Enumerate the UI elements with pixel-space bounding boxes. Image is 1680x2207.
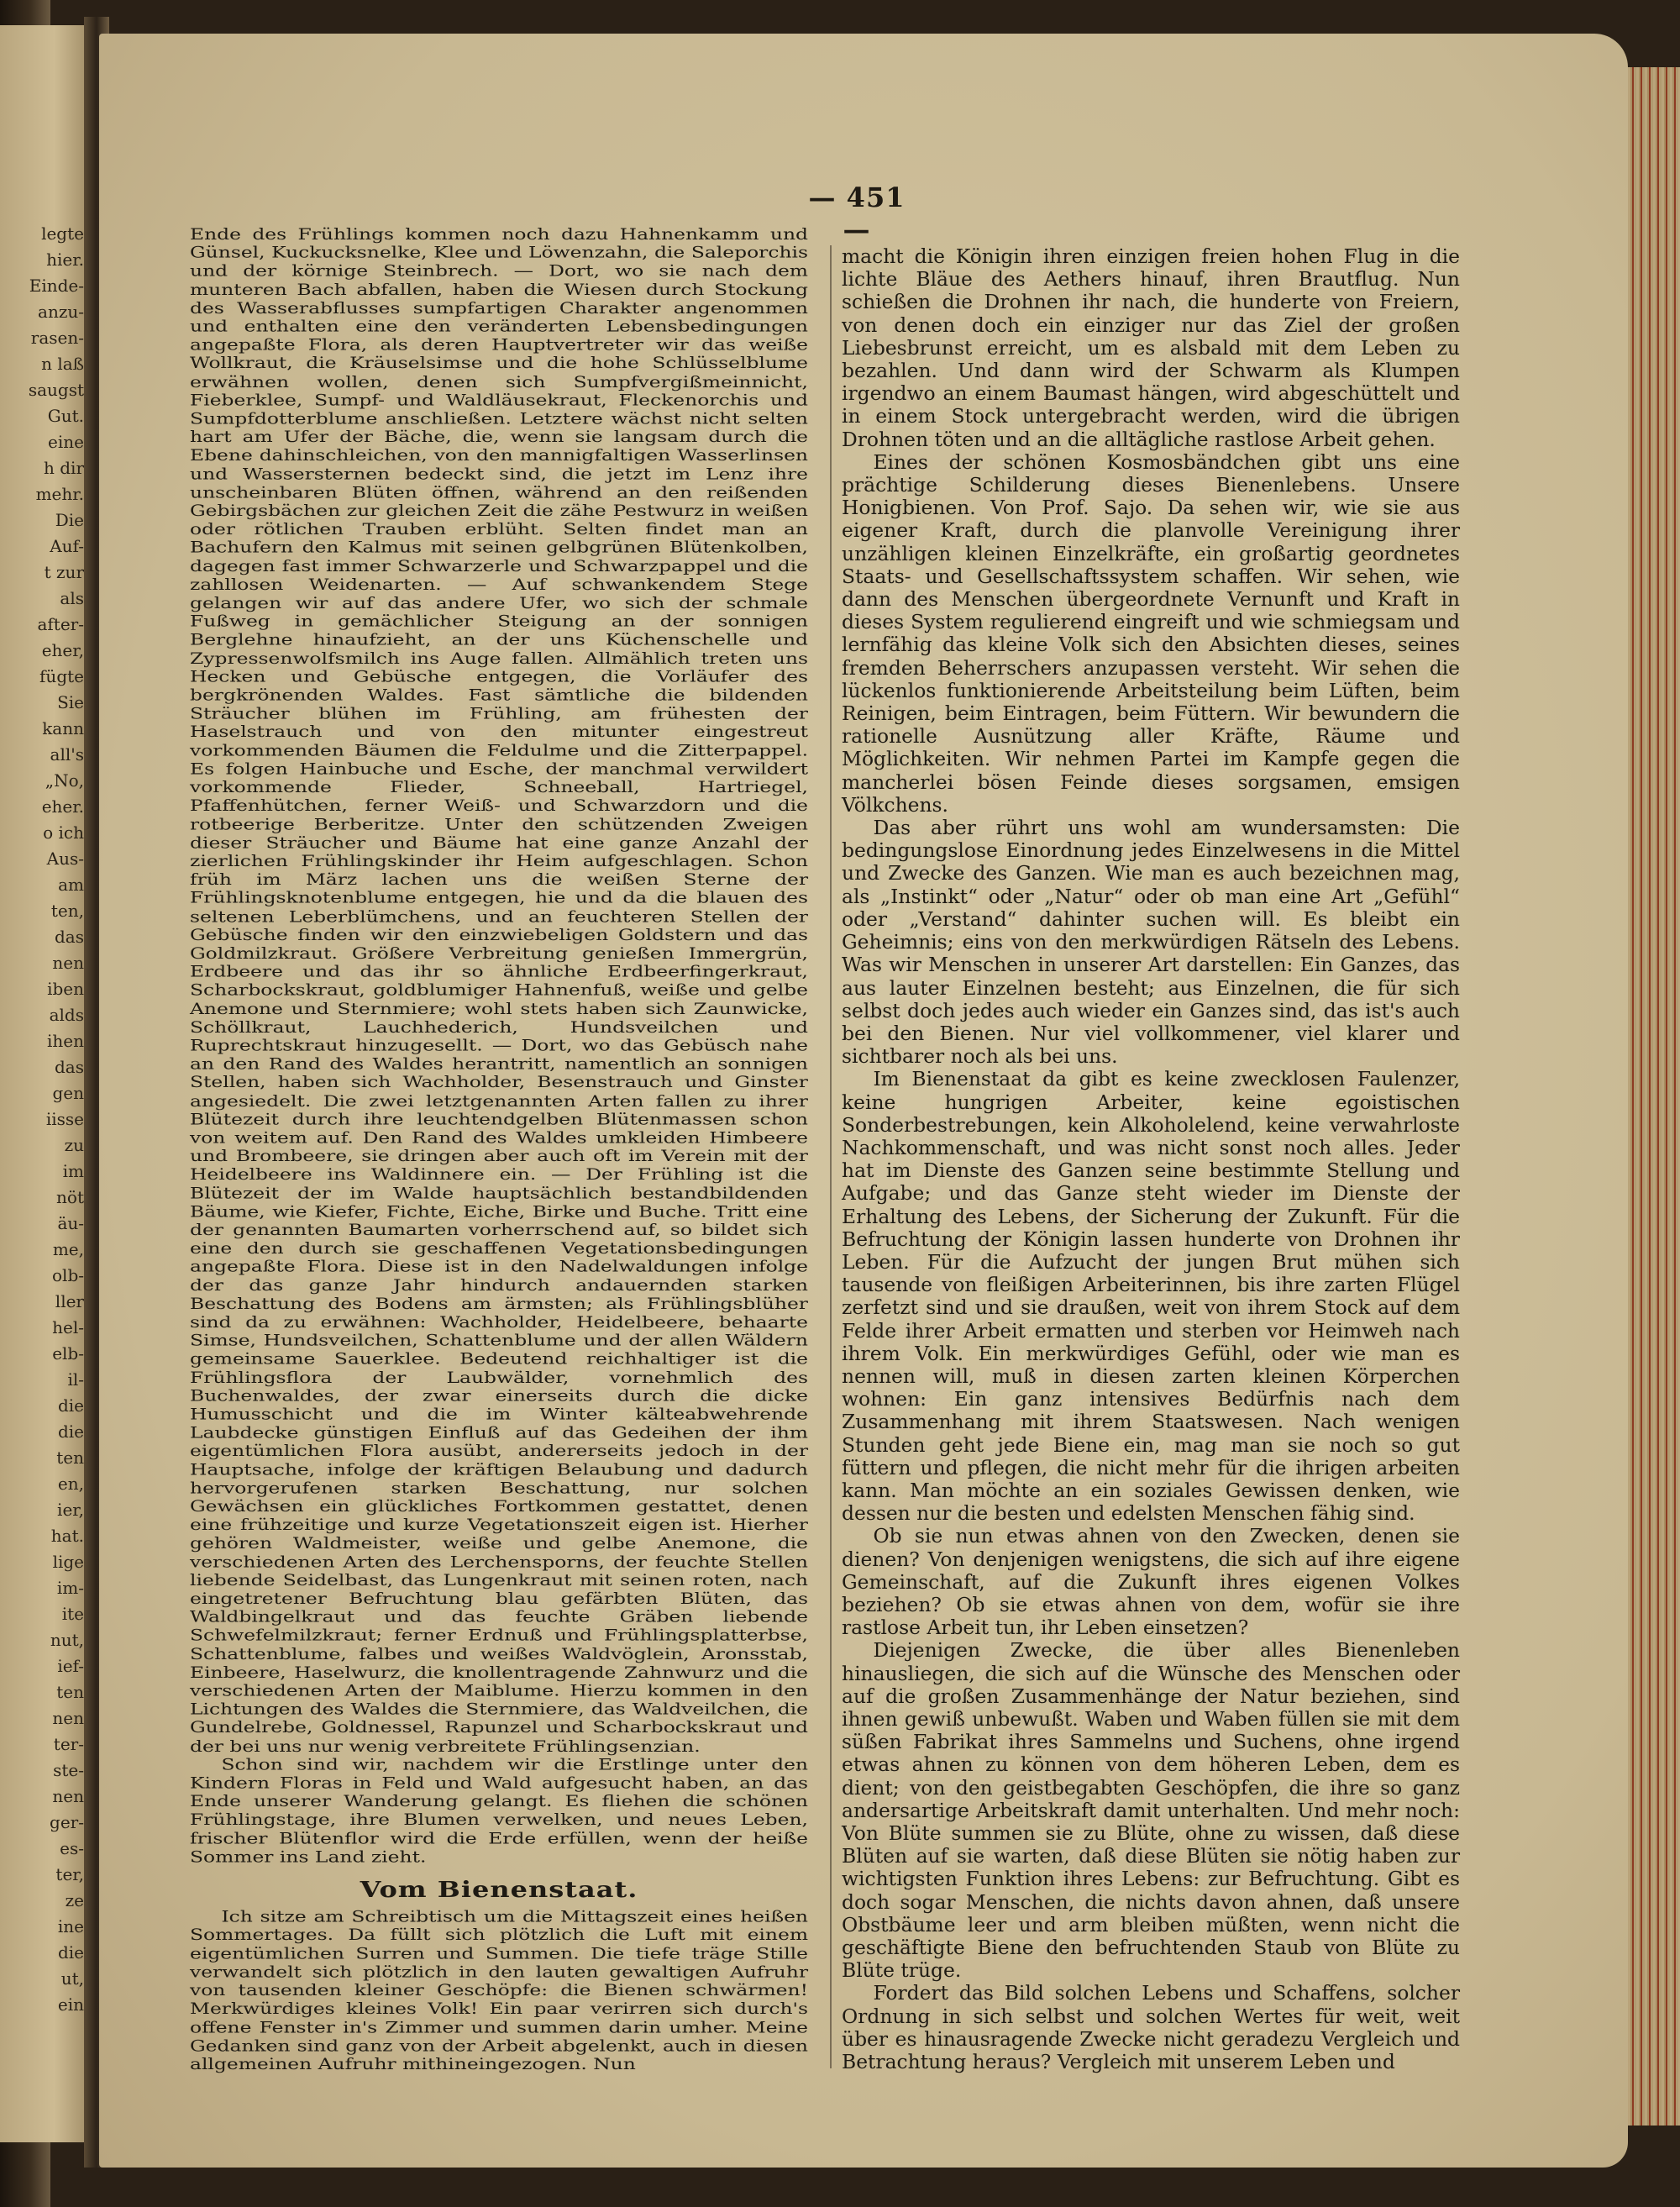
left-page-fragment: ief- [57,1656,84,1676]
left-page-fragment: am [58,875,84,895]
right-paragraph-2: Eines der schönen Kosmosbändchen gibt uns eine prächtige Schilderung dieses Bienenlebens. Unsere Honigbienen. Von Prof. Sajo. Da sehen wir, wie sie aus eigener Kraft, durch die planvolle Vereinigung ihrer unzähligen kleinen Einzelkräfte, ein großartig geordnetes Staats- und Gesellschaftssystem schaffen. Wir sehen, wie dann des Menschen übergeordnete Vernunft und Kraft in dieses System regulierend eingreift und wie schmiegsam und lernfähig das kleine Volk sich den Absichten dieses, seines fremden Beherrschers anzupassen versteht. Wir sehen die lückenlos funktionierende Arbeitsteilung beim Lüften, beim Reinigen, beim Eintragen, beim Füttern. Wir bewundern die rationelle Ausnützung aller Kräfte, Räume und Möglichkeiten. Wir nehmen Partei im Kampfe gegen die mancherlei bösen Feinde dieses sorgsamen, emsigen Völkchens. [842,449,1460,817]
left-page-fragment: ten [56,1448,84,1468]
left-column [190,225,808,2073]
left-page-fragment: iisse [45,1109,84,1129]
left-page-fragment: nen [52,953,84,973]
page-number: — 451 — [808,181,906,245]
left-page-fragment: ller [55,1291,84,1311]
left-page-fragment: iben [47,979,84,999]
right-paragraph-6: Diejenigen Zwecke, die über alles Bienenleben hinausliegen, die sich auf die Wünsche des Menschen oder auf die großen Zusammenhänge der Natur beziehen, sind ihnen gewiß unbewußt. Waben und Waben füllen sie mit dem süßen Fabrikat ihres Sammelns und Suchens, ohne irgend etwas ahnen zu können von dem höheren Leben, dem es dient; von den geistbegabten Geschöpfen, die ihre so ganz andersartige Arbeitskraft damit unterhalten. Und mehr noch: Von Blüte summen sie zu Blüte, ohne zu wissen, daß diese Blüten auf sie warten, daß diese Blüten sie nötig haben zur wichtigsten Funktion ihres Lebens: zur Befruchtung. Gibt es doch sogar Menschen, die nichts davon ahnen, daß unsere Obstbäume leer und arm bleiben müßten, wenn nicht die geschäftigte Biene den befruchtenden Staub von Blüte zu Blüte trüge. [842,1638,1460,1983]
left-page-fragment: anzu- [38,302,84,322]
left-page-fragment: nöt [56,1187,84,1207]
left-page-fragment: eher. [41,796,84,817]
left-page-fragment: n laß [41,354,84,374]
right-paragraph-7: Fordert das Bild solchen Lebens und Schaffens, solcher Ordnung in sich selbst und solchen Wertes für weit, weit über es hinausragende Zwecke nicht geradezu Vergleich und Betrachtung heraus? Vergleich mit unserem Leben und [842,1981,1460,2074]
left-page-fragment: ut, [60,1968,84,1989]
right-paragraph-3: Das aber rührt uns wohl am wundersamsten: Die bedingungslose Einordnung jedes Einzelwesens in die Mittel und Zwecke des Ganzen. Wie man es auch bezeichnen mag, als „Instinkt“ oder „Natur“ oder ob man eine Art „Gefühl“ oder „Verstand“ dahinter suchen will. Es bleibt ein Geheimnis; eins von den merkwürdigen Rätseln des Lebens. Was wir Menschen in unserer Art darstellen: Ein Ganzes, das aus lauter Einzelnen besteht; aus Einzelnen, die für sich selbst doch jedes auch wieder ein Ganzes sind, das ist's auch bei den Bienen. Nur viel vollkommener, viel klarer und sichtbarer noch als bei uns. [842,816,1460,1069]
left-page-fragment: lige [52,1552,84,1572]
left-paragraph-1: Ende des Frühlings kommen noch dazu Hahnenkamm und Günsel, Kuckucksnelke, Klee und Löwenzahn, die Saleporchis und der körnige Steinbrech. — Dort, wo sie nach dem munteren Bach abfallen, haben die Wiesen durch Stockung des Wasserabflusses sumpfartigen Charakter angenommen und enthalten eine den veränderten Lebensbedingungen angepaßte Flora, als deren Hauptvertreter wir das weiße Wollkraut, die Kräuselsimse und die hohe Schlüsselblume erwähnen wollen, denen sich Sumpfvergißmeinnicht, Fieberklee, Sumpf- und Waldläusekraut, Fleckenorchis und Sumpfdotterblume anschließen. Letztere wächst nicht selten hart am Ufer der Bäche, die, wenn sie langsam durch die Ebene dahinschleichen, von den mannigfaltigen Wasserlinsen und Wassersternen bedeckt sind, die jetzt im Lenz ihre unscheinbaren Blüten öffnen, während an den reißenden Gebirgsbächen zur gleichen Zeit die zähe Pestwurz in weißen oder rötlichen Trauben erblüht. Selten findet man an Bachufern den Kalmus mit seinen gelbgrünen Blütenkolben, dagegen fast immer Schwarzerle und Schwarzpappel und die zahllosen Weidenarten. — Auf schwankendem Stege gelangen wir auf das andere Ufer, wo sich der schmale Fußweg in gemächlicher Steigung an der sonnigen Berglehne hinaufzieht, an der uns Küchenschelle und Zypressenwolfsmilch ins Auge fallen. Allmählich treten uns Hecken und Gebüsche entgegen, die Vorläufer des bergkrönenden Waldes. Fast sämtliche die bildenden Sträucher blühen im Frühling, am frühesten der Haselstrauch und von den mitunter eingestreut vorkommenden Bäumen die Feldulme und die Zitterpappel. Es folgen Hainbuche und Esche, der manchmal verwildert vorkommende Flieder, Schneeball, Hartriegel, Pfaffenhütchen, ferner Weiß- und Schwarzdorn und die rotbeerige Berberitze. Unter den schützenden Zweigen dieser Sträucher und Bäume hat eine ganze Anzahl der zierlichen Frühlingskinder ihr Heim aufgeschlagen. Schon früh im März lachen uns die weißen Sterne der Frühlingsknotenblume entgegen, hie und da die blauen des seltenen Leberblümchens, und an feuchteren Stellen der Gebüsche finden wir den einzwiebeligen Goldstern und das Goldmilzkraut. Größere Verbreitung genießen Immergrün, Erdbeere und das ihr so ähnliche Erdbeerfingerkraut, Scharbockskraut, goldblumiger Hahnenfuß, weiße und gelbe Anemone und Sternmiere; wohl stets haben sich Zaunwicke, Schöllkraut, Lauchhederich, Hundsveilchen und Ruprechtskraut hinzugesellt. — Dort, wo das Gebüsch nahe an den Rand des Waldes herantritt, namentlich an sonnigen Stellen, haben sich Wachholder, Besenstrauch und Ginster angesiedelt. Die zwei letztgenannten Arten fallen zu ihrer Blütezeit durch ihre leuchtendgelben Blütenmassen schon von weitem auf. Den Rand des Waldes umkleiden Himbeere und Brombeere, sie dringen aber auch oft im Verein mit der Heidelbeere ins Waldinnere ein. — Der Frühling ist die Blütezeit der im Walde hauptsächlich bestandbildenden Bäume, wie Kiefer, Fichte, Eiche, Birke und Buche. Tritt eine der genannten Baumarten vorherrschend auf, so bildet sich eine den durch sie geschaffenen Vegetationsbedingungen angepaßte Flora. Diese ist in den Nadelwaldungen infolge der das ganze Jahr hindurch andauernden starken Beschattung des Bodens am ärmsten; als Frühlingsblüher sind da zu erwähnen: Wachholder, Heidelbeere, behaarte Simse, Hundsveilchen, Schattenblume und der allen Wäldern gemeinsame Sauerklee. Bedeutend reichhaltiger ist die Frühlingsflora der Laubwälder, vornehmlich des Buchenwaldes, der zwar einerseits durch die dicke Humusschicht und die im Winter kälteabwehrende Laubdecke günstigen Einfluß auf das Gedeihen der ihm eigentümlichen Flora ausübt, andererseits jedoch in der Hauptsache, infolge der kräftigen Belaubung und dadurch hervorgerufenen starken Beschattung, nur solchen Gewächsen ein glückliches Fortkommen gestattet, denen eine frühzeitige und kurze Vegetationszeit eigen ist. Hierher gehören Waldmeister, weiße und gelbe Anemone, die verschiedenen Arten des Lerchensporns, der feuchte Stellen liebende Seidelbast, das Lungenkraut mit seinen roten, nach eingetretener Befruchtung blau gefärbten Blüten, das Waldbingelkraut und das feuchte Gräben liebende Schwefelmilzkraut; ferner Erdnuß und Frühlingsplatterbse, Schattenblume, falbes und weißes Waldvöglein, Aronsstab, Einbeere, Haselwurz, die knollentragende Zahnwurz und die verschiedenen Arten der Maiblume. Hierzu kommen in den Lichtungen des Waldes die Sternmiere, das Waldveilchen, die Gundelrebe, Goldnessel, Rapunzel und Scharbockskraut und der bei uns nur wenig verbreitete Frühlingsenzian. [190,224,808,1756]
left-page-fragment: hat. [50,1526,84,1546]
left-page-fragment: ein [57,1994,84,2015]
left-page-fragment: im [62,1161,84,1181]
left-page-fragment: ter, [55,1864,84,1884]
left-page-fragment: als [60,588,84,608]
left-paragraph-2: Schon sind wir, nachdem wir die Erstlinge unter den Kindern Floras in Feld und Wald aufgesucht haben, an das Ende unserer Wanderung gelangt. Es fliehen die schönen Frühlingstage, ihre Blumen verwelken, und neues Leben, frischer Blütenflor wird die Erde erfüllen, wenn der heiße Sommer ins Land zieht. [190,1754,808,1867]
previous-page-edge [0,25,91,2142]
left-page-fragment: das [55,1057,84,1077]
left-page-fragment: Aus- [46,849,84,869]
left-page-fragment: after- [37,614,84,634]
left-page-fragment: il- [67,1369,84,1390]
page-fore-edge [1628,67,1680,2126]
left-page-fragment: olb- [52,1265,84,1285]
left-page-fragment: alds [49,1005,84,1025]
section-title: Vom Bienenstaat. [360,1877,638,1903]
left-page-fragment: ste- [53,1760,84,1780]
left-page-fragment: eine [48,432,84,452]
left-page-fragment: t zur [44,562,84,582]
left-page-fragment: äu- [57,1213,84,1233]
left-page-fragment: es- [60,1838,84,1858]
left-page-fragment: nut, [50,1630,84,1650]
left-page-fragment: hier. [46,250,84,270]
left-page-fragment: en, [57,1474,84,1494]
left-page-fragment: die [57,1421,84,1442]
left-page-fragment: ter- [53,1734,84,1754]
left-page-fragment: me, [52,1239,84,1259]
right-paragraph-4: Im Bienenstaat da gibt es keine zwecklosen Faulenzer, keine hungrigen Arbeiter, keine egoistischen Sonderbestrebungen, kein Alkoholelend, keine verwahrloste Nachkommenschaft, und was nicht sonst noch alles. Jeder hat im Dienste des Ganzen seine bestimmte Stellung und Aufgabe; und das Ganze steht wieder im Dienste der Erhaltung des Lebens, der Sicherung der Zukunft. Für die Befruchtung der Königin lassen hunderte von Drohnen ihr Leben. Für die Aufzucht der jungen Brut mühen sich tausende von fleißigen Arbeiterinnen, bis ihre zarten Flügel zerfetzt sind und sie draußen, weit von ihrem Stock auf dem Felde ihrer Arbeit ermatten und sterben vor Heimweh nach ihrem Volk. Ein merkwürdiges Gefühl, oder wie man es nennen will, muß in diesen zarten kleinen Körperchen wohnen: Ein ganz intensives Bedürfnis nach dem Zusammenhang mit ihrem Staatswesen. Nach wenigen Stunden geht jede Biene ein, mag man sie noch so gut füttern und pflegen, die nicht mehr für die ihrigen arbeiten kann. Man möchte an ein soziales Gewissen denken, wie dessen nur die besten und edelsten Menschen fähig sind. [842,1067,1460,1526]
left-page-fragment: rasen- [30,328,84,348]
left-page-fragment: kann [42,718,84,738]
left-page-fragment: ten, [50,901,84,921]
left-page-fragment: ine [57,1916,84,1936]
left-page-fragment: die [57,1942,84,1963]
left-page-fragment: „No, [45,770,84,791]
left-page-fragment: nen [52,1708,84,1728]
column-divider [830,245,832,2068]
right-column [842,245,1460,2073]
left-page-fragment: fügte [39,666,84,686]
left-page-fragment: Gut. [47,406,84,426]
left-page-fragment: ier, [57,1500,84,1520]
left-page-fragment: ihen [47,1031,84,1051]
left-page-fragment: Einde- [29,276,84,296]
left-page-fragment: die [57,1395,84,1416]
left-page-fragment: o ich [43,822,84,843]
left-page-fragment: legte [41,223,84,244]
left-page-fragment: Sie [57,692,84,712]
left-page-fragment: hel- [52,1317,84,1337]
left-page-fragment: elb- [52,1343,84,1364]
left-page-fragment: ze [65,1890,84,1910]
left-page-fragment: zu [64,1135,84,1155]
left-page-fragment: im- [56,1578,84,1598]
section-paragraph-1: Ich sitze am Schreibtisch um die Mittagszeit eines heißen Sommertages. Da füllt sich plötzlich die Luft mit einem eigentümlichen Surren und Summen. Die tiefe träge Stille verwandelt sich plötzlich in den lauten gewaltigen Aufruhr von tausenden kleiner Geschöpfe: die Bienen schwärmen! Merkwürdiges kleines Volk! Ein paar verirren sich durch's offene Fenster in's Zimmer und summen darin umher. Meine Gedanken sind ganz von der Arbeit abgelenkt, auch in diesen allgemeinen Aufruhr mithineingezogen. Nun [190,1906,808,2073]
left-page-fragment: gen [52,1083,84,1103]
left-page-fragment: ite [61,1604,84,1624]
left-page-fragment: das [55,927,84,947]
left-page-fragment: Die [55,510,84,530]
right-paragraph-5: Ob sie nun etwas ahnen von den Zwecken, denen sie dienen? Von denjenigen wenigstens, die sich auf ihre eigene Gemeinschaft, auf die Zukunft ihres eigenen Volkes beziehen? Ob sie etwas ahnen von dem, wofür sie ihre rastlose Arbeit tun, ihr Leben einsetzen? [842,1524,1460,1640]
left-page-fragment: eher, [41,640,84,660]
left-page-fragment: nen [52,1786,84,1806]
left-page-fragment: mehr. [35,484,84,504]
left-page-fragment: h dir [44,458,84,478]
left-page-fragment: ten [56,1682,84,1702]
left-page-fragment: saugst [28,380,84,400]
left-page-fragment: Auf- [50,536,84,556]
left-page-fragment: ger- [50,1812,84,1832]
right-paragraph-1: macht die Königin ihren einzigen freien hohen Flug in die lichte Bläue des Aethers hinauf, ihren Brautflug. Nun schießen die Drohnen ihr nach, die hunderte von Freiern, von denen doch ein einziger nur das Ziel der großen Liebesbrunst erreicht, um es alsbald mit dem Leben zu bezahlen. Und dann wird der Schwarm als Klumpen irgendwo an einem Baumast hängen, wird abgeschüttelt und in einem Stock untergebracht werden, wird die übrigen Drohnen töten und an die alltägliche rastlose Arbeit gehen. [842,244,1460,451]
left-page-fragment: all's [50,744,84,765]
